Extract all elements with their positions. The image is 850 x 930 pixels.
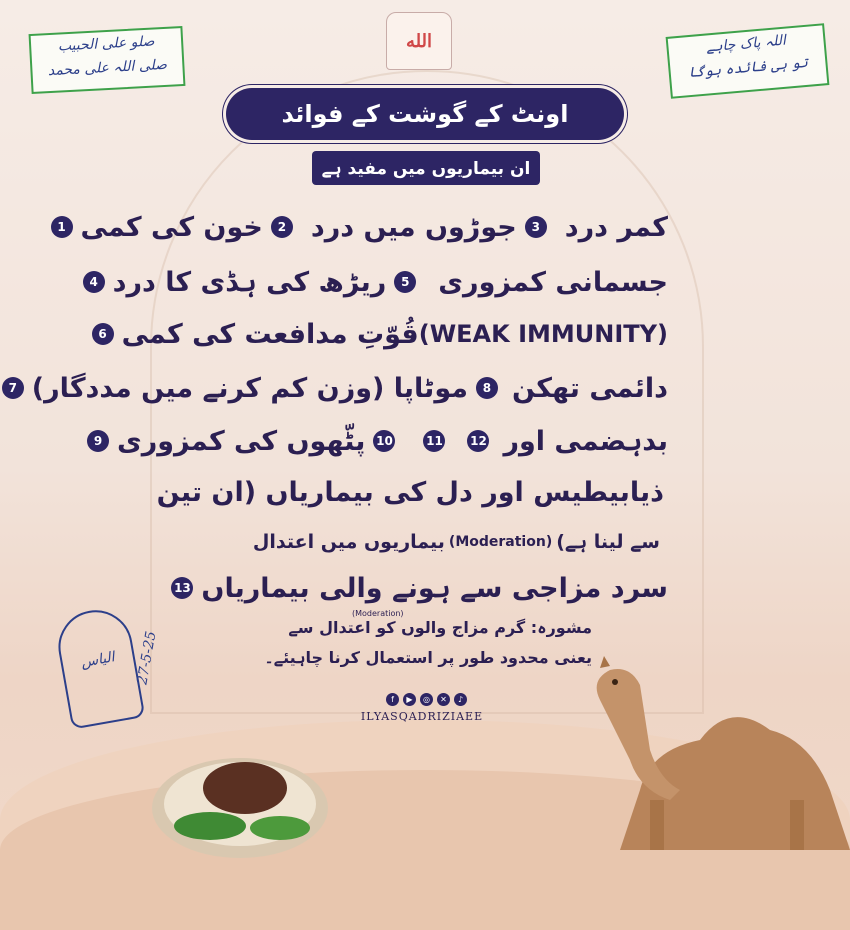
signature-stamp [53,604,146,729]
benefit-text: پٹّھوں کی کمزوری [116,425,366,457]
signature-text: الیاس [79,649,116,671]
benefit-line [0,366,668,410]
number-badge: 11 [423,430,445,452]
number-badge: 7 [2,377,24,399]
subtitle-text: ان بیماریوں میں مفید ہے [321,158,531,179]
instagram-icon[interactable]: ◎ [420,693,433,706]
moderation-superscript: (Moderation) [352,609,404,618]
note-line: صلو علی الحبیب [57,33,155,55]
number-badge: 8 [476,377,498,399]
number-badge: 1 [51,216,73,238]
number-badge: 9 [87,430,109,452]
benefit-text: سرد مزاجی سے ہونے والی بیماریاں [201,572,668,604]
facebook-icon[interactable]: f [386,693,399,706]
meat-plate-image [150,738,330,858]
benefit-text: موٹاپا (وزن کم کرنے میں مددگار) [31,372,468,404]
number-badge: 4 [83,271,105,293]
benefit-text: جوڑوں میں درد [310,211,517,243]
page-title [226,88,624,140]
handwritten-date: 27-5-25 [134,630,160,686]
benefit-line [43,205,669,249]
moderation-label: (Moderation) [448,534,553,550]
number-badge: 13 [171,577,193,599]
note-line: تو ہی فائدہ ہوگا [687,54,809,82]
benefit-text: کمر درد [564,211,668,243]
social-handle[interactable]: ILYASQADRIZIAEE [360,710,484,723]
advice-line: یعنی محدود طور پر استعمال کرنا چاہیئے۔ [264,648,592,667]
benefit-line [163,566,668,610]
subtitle-banner [312,151,540,185]
note-line: اللہ پاک چاہے [705,32,787,56]
benefit-line [79,419,668,463]
social-icons [386,693,467,706]
sticky-note-left [29,26,186,94]
allah-text: الله [405,30,433,52]
benefit-text: قُوّتِ مدافعت کی کمی [121,318,419,350]
number-badge: 2 [271,216,293,238]
sticky-note-right [666,23,830,99]
title-text: اونٹ کے گوشت کے فوائد [281,100,569,128]
benefit-text: دائمی تھکن [511,372,668,404]
advice-line: مشورہ: گرم مزاج والوں کو اعتدال سے [288,618,592,637]
number-badge: 12 [467,430,489,452]
continuation-line [253,520,660,564]
allah-badge [386,12,452,70]
benefit-line [84,312,668,356]
continuation-text: سے لینا ہے) [556,531,660,553]
note-line: صلی اللہ علی محمد [47,56,168,80]
benefit-text: خون کی کمی [80,211,263,243]
continuation-text: بیماریوں میں اعتدال [252,531,445,553]
x-icon[interactable]: ✕ [437,693,450,706]
camel-image [580,640,850,850]
benefit-text: جسمانی کمزوری [438,266,668,298]
number-badge: 10 [373,430,395,452]
number-badge: 5 [394,271,416,293]
continuation-line [157,470,664,514]
youtube-icon[interactable]: ▶ [403,693,416,706]
benefit-line [75,260,668,304]
benefit-english: (WEAK IMMUNITY) [418,320,668,348]
number-badge: 3 [525,216,547,238]
benefit-text: ریڑھ کی ہڈی کا درد [112,266,387,298]
benefit-text: بدہضمی اور [503,425,668,457]
continuation-text: ذیابیطیس اور دل کی بیماریاں (ان تین [156,476,664,508]
tiktok-icon[interactable]: ♪ [454,693,467,706]
number-badge: 6 [92,323,114,345]
